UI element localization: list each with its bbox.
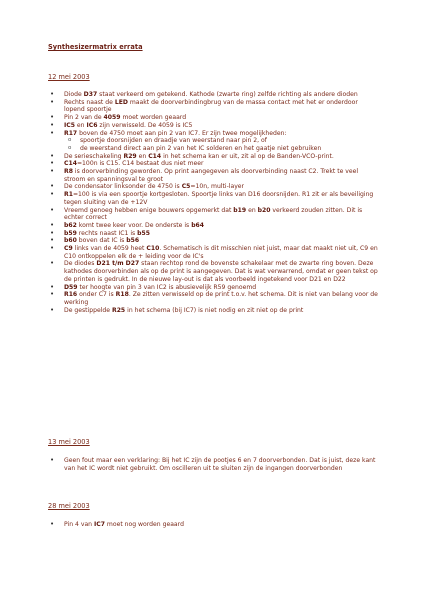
item-text: Rechts naast de <box>64 98 115 106</box>
list-item <box>48 307 378 315</box>
item-text: . Ze zitten verwisseld op de print t.o.v. het schema. Dit is niet van belang voor de werking <box>64 291 378 306</box>
part-reference: LED <box>114 98 128 106</box>
part-reference: b19 <box>233 206 247 214</box>
item-text: maakt de doorverbindingbrug van de massa contact met het er onderdoor lopend spoortje <box>64 98 358 114</box>
item-text: moet worden geaard <box>120 114 187 122</box>
list-item <box>48 122 378 130</box>
part-reference: D59 <box>64 283 78 291</box>
item-text: komt twee keer voor. De onderste is <box>76 221 192 229</box>
item-text: moet nog worden geaard <box>104 521 184 528</box>
part-reference: C14 <box>148 152 162 160</box>
part-reference: C14 <box>64 160 77 168</box>
list-item <box>48 284 378 292</box>
list-item <box>48 91 378 99</box>
item-text: De diodes <box>64 260 97 268</box>
item-text: De gestippelde <box>64 306 112 314</box>
part-reference: R25 <box>112 306 126 314</box>
part-reference: R29 <box>123 152 137 160</box>
list-item <box>48 191 378 206</box>
item-text: De serieschakeling <box>64 152 124 160</box>
part-reference: b64 <box>191 221 205 229</box>
item-text: De condensator linksonder de 4750 is <box>64 183 182 191</box>
list-item <box>48 245 378 260</box>
list-item <box>48 183 378 191</box>
list-item <box>48 521 378 529</box>
item-text: en <box>136 152 149 160</box>
list-item <box>48 168 378 183</box>
item-text: in het schema (bij IC7) is niet nodig en zit niet op de print <box>125 306 304 314</box>
part-reference: C5 <box>181 183 191 191</box>
part-reference: C9 <box>64 245 73 253</box>
section-date: 13 mei 2003 <box>48 438 90 446</box>
part-reference: D21 t/m D27 <box>96 260 140 268</box>
item-text: onder C7 is <box>77 291 116 299</box>
item-text: in het schema kan er uit, zit al op de Banden-VCO-print. <box>161 152 334 160</box>
part-reference: R16 <box>64 291 78 299</box>
part-reference: R18 <box>115 291 129 299</box>
item-text: en <box>74 121 87 129</box>
item-text: boven de 4750 moet aan pin 2 van IC7. Er zijn twee mogelijkheden: <box>77 129 287 137</box>
part-reference: b59 <box>64 229 77 237</box>
item-text: links van de 4059 heet <box>72 245 147 253</box>
list-item <box>48 160 378 168</box>
part-reference: b20 <box>257 206 271 214</box>
item-text: =100 is via een spoortje kortgesloten. Spoortje links van D16 doorsnijden. R1 zit er als beveiliging tegen sluiting van de +12V <box>64 191 374 206</box>
list-item <box>48 114 378 122</box>
part-reference: IC6 <box>86 121 98 129</box>
page-title: Synthesizermatrix errata <box>48 43 143 51</box>
item-text: Pin 2 van de <box>64 114 104 122</box>
list-item <box>48 237 378 245</box>
list-item <box>48 222 378 230</box>
errata-list <box>48 457 378 472</box>
list-item <box>48 130 378 153</box>
section-date: 28 mei 2003 <box>48 502 90 510</box>
errata-list <box>48 521 378 529</box>
part-reference: IC5 <box>64 121 75 129</box>
item-text: Geen fout maar een verklaring: Bij het IC zijn de pootjes 6 en 7 doorverbonden. Dat is juist, deze kant van het IC wordt niet gebruikt. Om oscilleren uit te sluiten zijn de ingangen doorverbonden <box>64 457 376 472</box>
item-text: en <box>246 206 258 214</box>
part-reference: b60 <box>64 237 77 245</box>
part-reference: b55 <box>137 229 150 237</box>
item-text: is doorverbinding geworden. Op print aangegeven als doorverbinding naast C2. Trekt te veel stroom en spanningsval te groot <box>64 168 359 183</box>
sub-list <box>64 137 378 152</box>
sub-list-item: o spoortje doorsnijden en draadje van weerstand naar pin 2, of <box>64 137 378 145</box>
section-date: 12 mei 2003 <box>48 73 90 81</box>
part-reference: R1 <box>64 191 73 199</box>
part-reference: D37 <box>83 91 98 98</box>
part-reference: b62 <box>64 221 77 229</box>
part-reference: 4059 <box>103 114 121 122</box>
item-text: Diode <box>64 91 84 98</box>
list-item <box>48 153 378 161</box>
sub-list-item: o de weerstand direct aan pin 2 van het IC solderen en het gaatje niet gebruiken <box>64 145 378 153</box>
item-text: rechts naast IC1 is <box>76 229 138 237</box>
list-item <box>48 207 378 222</box>
item-text: verkeerd zouden zitten. Dit is echter correct <box>64 206 363 222</box>
item-text: =10n, multi-layer <box>190 183 245 191</box>
item-text: . Schematisch is dit misschien niet juist, maar dat maakt niet uit, C9 en C10 ontkoppelen elk de + leiding voor de IC's <box>64 245 378 260</box>
item-text: Pin 4 van <box>64 521 94 528</box>
item-text: zijn verwisseld. De 4059 is IC5 <box>97 121 193 129</box>
list-item <box>48 457 378 472</box>
item-text: staan rechtop rond de bovenste schakelaar met de zwarte ring boven. Deze kathodes doorverbinden als op de print is aangegeven. Dat is wat verwarrend, omdat er geen tekst op de printen is gedrukt. In de nieuwe lay-out is dat als voorbeeld ingetekend voor D21 en D22 <box>64 260 378 283</box>
item-text: =100n is C15. C14 bestaat dus niet meer <box>76 160 204 168</box>
errata-list <box>48 91 378 314</box>
item-text: Vreemd genoeg hebben enige bouwers opgemerkt dat <box>64 206 234 214</box>
part-reference: b56 <box>126 237 140 245</box>
list-item <box>48 99 378 114</box>
part-reference: R8 <box>64 168 73 176</box>
item-text: staat verkeerd om getekend. Kathode (zwarte ring) zelfde richting als andere dioden <box>97 91 358 98</box>
list-item <box>48 230 378 238</box>
part-reference: IC7 <box>94 521 105 528</box>
part-reference: C10 <box>146 245 160 253</box>
part-reference: R17 <box>64 129 78 137</box>
item-text: boven dat IC is <box>76 237 127 245</box>
list-item <box>48 291 378 306</box>
list-item <box>48 260 378 283</box>
item-text: ter hoogte van pin 3 van IC2 is abusievelijk R59 genoemd <box>77 283 257 291</box>
